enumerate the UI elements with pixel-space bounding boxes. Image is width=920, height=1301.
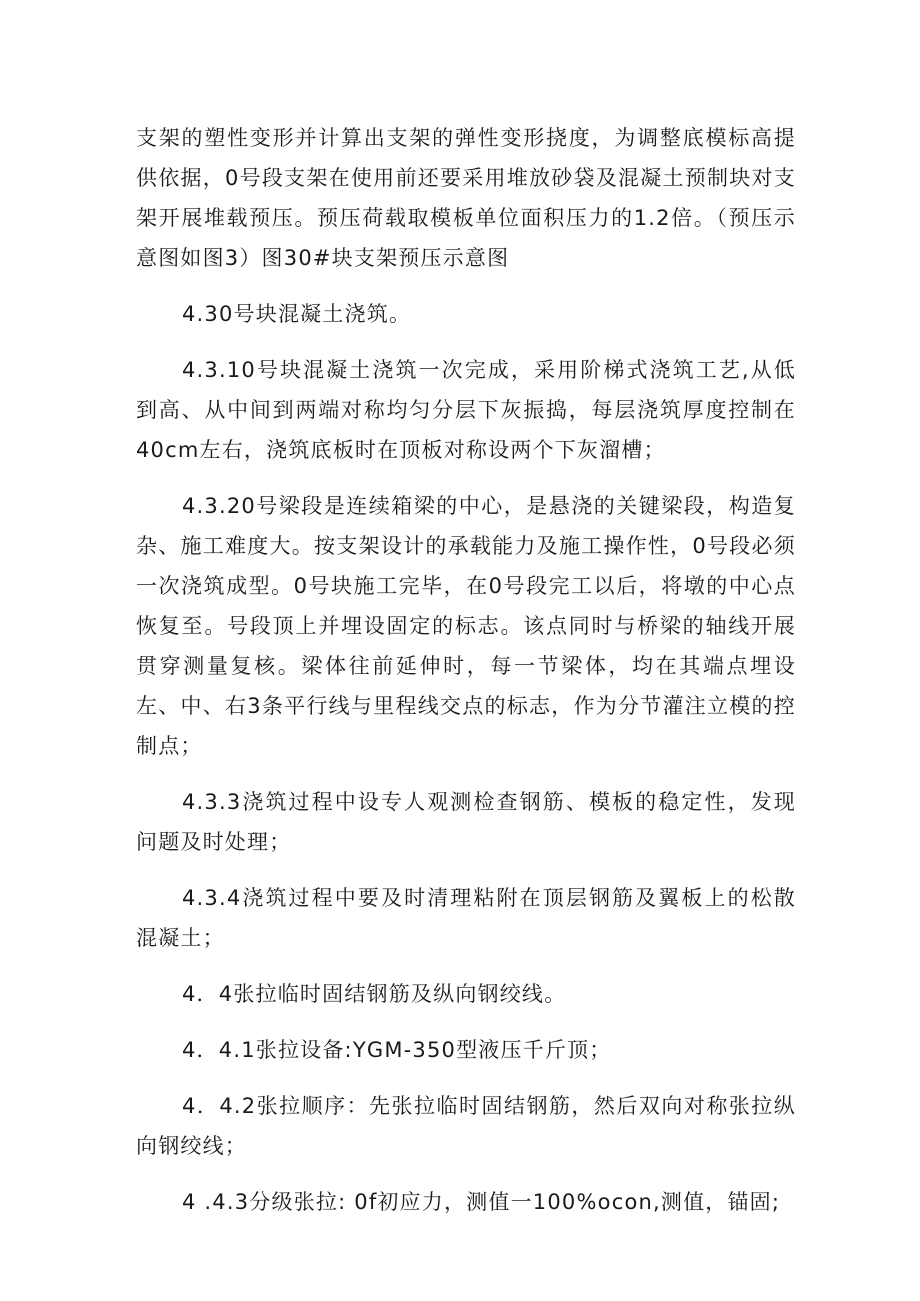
- paragraph-4-4-3: 4 .4.3分级张拉: 0f初应力，测值一100%ocon,测值，锚固;: [182, 1190, 781, 1214]
- paragraph-4-4-1: 4．4.1张拉设备:YGM-350型液压千斤顶；: [182, 1038, 612, 1062]
- paragraph-heading-4-3: 4.30号块混凝土浇筑。: [182, 302, 412, 326]
- paragraph-heading-4-4: 4．4张拉临时固结钢筋及纵向钢绞线。: [182, 982, 567, 1006]
- paragraph-4-4-2: 4．4.2张拉顺序：先张拉临时固结钢筋，然后双向对称张拉纵向钢绞线；: [136, 1094, 796, 1158]
- document-body: [136, 118, 796, 1238]
- paragraph-4-3-4: 4.3.4浇筑过程中要及时清理粘附在顶层钢筋及翼板上的松散混凝土；: [136, 886, 796, 950]
- paragraph-4-3-1: 4.3.10号块混凝土浇筑一次完成，采用阶梯式浇筑工艺,从低到高、从中间到两端对称均匀分层下灰振捣，每层浇筑厚度控制在40cm左右，浇筑底板时在顶板对称设两个下灰溜槽；: [136, 358, 796, 462]
- paragraph-4-3-2: 4.3.20号梁段是连续箱梁的中心，是悬浇的关键梁段，构造复杂、施工难度大。按支架设计的承载能力及施工操作性，0号段必须一次浇筑成型。0号块施工完毕，在0号段完工以后，将墩的中心点恢复至。号段顶上并埋设固定的标志。该点同时与桥梁的轴线开展贯穿测量复核。梁体往前延伸时，每一节梁体，均在其端点埋设左、中、右3条平行线与里程线交点的标志，作为分节灌注立模的控制点；: [136, 494, 796, 758]
- paragraph-4-3-3: 4.3.3浇筑过程中设专人观测检查钢筋、模板的稳定性，发现问题及时处理；: [136, 790, 796, 854]
- paragraph-preload: 支架的塑性变形并计算出支架的弹性变形挠度，为调整底模标高提供依据，0号段支架在使用前还要采用堆放砂袋及混凝土预制块对支架开展堆载预压。预压荷载取模板单位面积压力的1.2倍。（预压示意图如图3）图30#块支架预压示意图: [136, 126, 796, 270]
